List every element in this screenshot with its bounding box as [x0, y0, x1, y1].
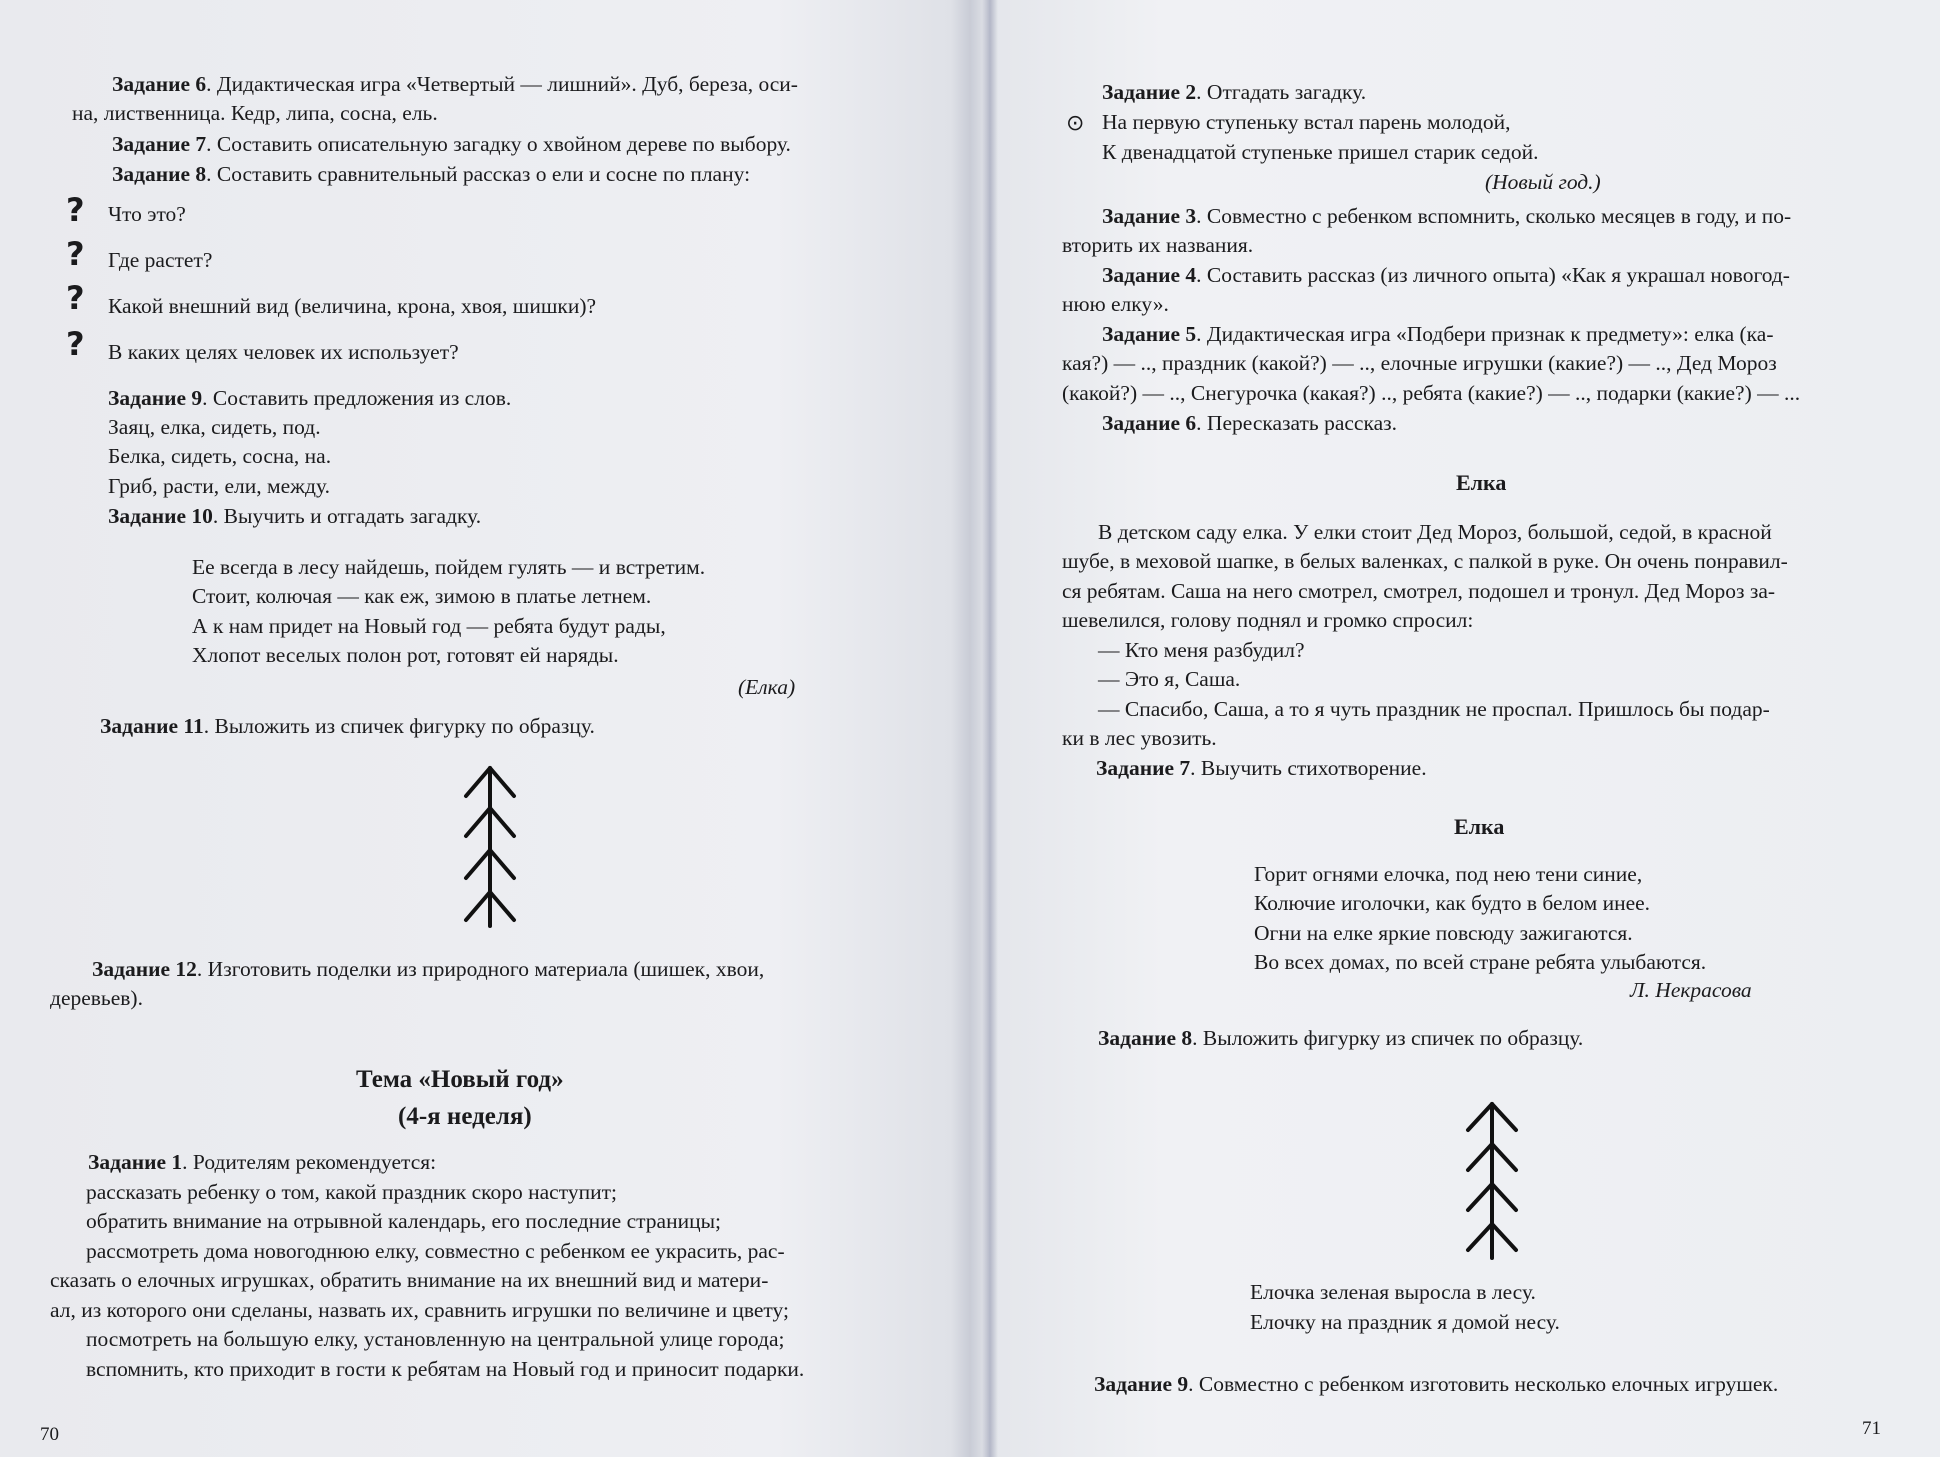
matchstick-figure	[460, 760, 520, 932]
task-12-line-2: деревьев).	[50, 986, 143, 1010]
page-number: 71	[1862, 1418, 1881, 1439]
task-label: Задание 4	[1102, 263, 1197, 287]
story-line: шевелился, голову поднял и громко спросил:	[1062, 608, 1474, 632]
story-title: Елка	[1456, 470, 1507, 495]
plan-item: В каких целях человек их использует?	[108, 340, 459, 364]
word-set: Гриб, расти, ели, между.	[108, 474, 330, 498]
story-line: — Кто меня разбудил?	[1098, 638, 1305, 662]
recommendation-line: рассказать ребенку о том, какой праздник скоро наступит;	[86, 1180, 617, 1204]
recommendation-line: сказать о елочных игрушках, обратить внимание на их внешний вид и матери-	[50, 1268, 769, 1292]
poem-line: Горит огнями елочка, под нею тени синие,	[1254, 862, 1643, 886]
task-label: Задание 12	[92, 957, 197, 981]
task-6: Задание 6. Пересказать рассказ.	[1102, 411, 1397, 435]
task-8: Задание 8. Выложить фигурку из спичек по образцу.	[1098, 1026, 1584, 1050]
task-label: Задание 6	[1102, 411, 1197, 435]
riddle-line: Ее всегда в лесу найдешь, пойдем гулять — и встретим.	[192, 555, 706, 579]
task-6-line-2: на, лиственница. Кедр, липа, сосна, ель.	[72, 101, 438, 125]
riddle-line: А к нам придет на Новый год — ребята будут рады,	[192, 614, 666, 638]
task-label: Задание 7	[112, 132, 207, 156]
question-icon: ?	[66, 235, 85, 273]
task-label: Задание 1	[88, 1150, 183, 1174]
right-page	[1000, 0, 1940, 1457]
task-6-line-1: Задание 6. Дидактическая игра «Четвертый — лишний». Дуб, береза, оси-	[112, 72, 798, 96]
task-9: Задание 9. Составить предложения из слов.	[108, 386, 512, 410]
riddle-line: Хлопот веселых полон рот, готовят ей наряды.	[192, 643, 619, 667]
task-label: Задание 9	[1094, 1372, 1189, 1396]
story-line: ки в лес увозить.	[1062, 726, 1217, 750]
task-8: Задание 8. Составить сравнительный рассказ о ели и сосне по плану:	[112, 162, 751, 186]
question-icon: ?	[66, 191, 85, 229]
plan-item: Что это?	[108, 202, 186, 226]
task-label: Задание 3	[1102, 204, 1197, 228]
plan-item: Где растет?	[108, 248, 213, 272]
task-label: Задание 7	[1096, 756, 1191, 780]
recommendation-line: рассмотреть дома новогоднюю елку, совместно с ребенком ее украсить, рас-	[86, 1239, 785, 1263]
riddle-answer: (Елка)	[738, 675, 796, 699]
word-set: Заяц, елка, сидеть, под.	[108, 415, 321, 439]
task-5-line-3: (какой?) — .., Снегурочка (какая?) .., ребята (какие?) — .., подарки (какие?) — ...	[1062, 381, 1801, 405]
recommendation-line: ал, из которого они сделаны, назвать их, сравнить игрушки по величине и цвету;	[50, 1298, 789, 1322]
task-3-line-1: Задание 3. Совместно с ребенком вспомнить, сколько месяцев в году, и по-	[1102, 204, 1792, 228]
recommendation-line: вспомнить, кто приходит в гости к ребятам на Новый год и приносит подарки.	[86, 1357, 805, 1381]
poem-author: Л. Некрасова	[1630, 978, 1752, 1002]
story-line: — Это я, Саша.	[1098, 667, 1241, 691]
riddle-line: Стоит, колючая — как еж, зимою в платье летнем.	[192, 584, 652, 608]
task-label: Задание 8	[1098, 1026, 1193, 1050]
poem-line: Во всех домах, по всей стране ребята улыбаются.	[1254, 950, 1707, 974]
target-icon: ⊙	[1066, 111, 1085, 136]
theme-title: Тема «Новый год»	[356, 1066, 564, 1093]
story-line: В детском саду елка. У елки стоит Дед Мороз, большой, седой, в красной	[1098, 520, 1772, 544]
recommendation-line: обратить внимание на отрывной календарь, его последние страницы;	[86, 1209, 722, 1233]
riddle-answer: (Новый год.)	[1485, 170, 1601, 194]
task-7: Задание 7. Составить описательную загадку о хвойном дереве по выбору.	[112, 132, 791, 156]
question-icon: ?	[66, 325, 85, 363]
question-icon: ?	[66, 279, 85, 317]
plan-item: Какой внешний вид (величина, крона, хвоя, шишки)?	[108, 294, 597, 318]
book-gutter	[982, 0, 998, 1457]
task-5-line-1: Задание 5. Дидактическая игра «Подбери признак к предмету»: елка (ка-	[1102, 322, 1774, 346]
caption-line: Елочка зеленая выросла в лесу.	[1250, 1280, 1536, 1304]
task-label: Задание 9	[108, 386, 203, 410]
task-label: Задание 11	[100, 714, 204, 738]
task-2: Задание 2. Отгадать загадку.	[1102, 80, 1367, 104]
recommendation-line: посмотреть на большую елку, установленную на центральной улице города;	[86, 1327, 785, 1351]
theme-week: (4-я неделя)	[398, 1103, 532, 1130]
task-7: Задание 7. Выучить стихотворение.	[1096, 756, 1427, 780]
task-1: Задание 1. Родителям рекомендуется:	[88, 1150, 437, 1174]
poem-title: Елка	[1454, 814, 1505, 839]
page-number: 70	[40, 1424, 59, 1445]
task-9: Задание 9. Совместно с ребенком изготовить несколько елочных игрушек.	[1094, 1372, 1779, 1396]
word-set: Белка, сидеть, сосна, на.	[108, 444, 332, 468]
riddle-line: К двенадцатой ступеньке пришел старик седой.	[1102, 140, 1539, 164]
story-line: — Спасибо, Саша, а то я чуть праздник не проспал. Пришлось бы подар-	[1098, 697, 1770, 721]
task-10: Задание 10. Выучить и отгадать загадку.	[108, 504, 482, 528]
task-label: Задание 6	[112, 72, 207, 96]
story-line: ся ребятам. Саша на него смотрел, смотрел, подошел и тронул. Дед Мороз за-	[1062, 579, 1776, 603]
task-label: Задание 5	[1102, 322, 1197, 346]
task-label: Задание 10	[108, 504, 213, 528]
task-label: Задание 2	[1102, 80, 1197, 104]
task-5-line-2: кая?) — .., праздник (какой?) — .., елочные игрушки (какие?) — .., Дед Мороз	[1062, 351, 1777, 375]
task-11: Задание 11. Выложить из спичек фигурку по образцу.	[100, 714, 595, 738]
story-line: шубе, в меховой шапке, в белых валенках, с палкой в руке. Он очень понравил-	[1062, 549, 1788, 573]
caption-line: Елочку на праздник я домой несу.	[1250, 1310, 1560, 1334]
riddle-line: На первую ступеньку встал парень молодой,	[1102, 110, 1511, 134]
matchstick-figure	[1462, 1096, 1522, 1264]
task-3-line-2: вторить их названия.	[1062, 233, 1254, 257]
poem-line: Огни на елке яркие повсюду зажигаются.	[1254, 921, 1633, 945]
poem-line: Колючие иголочки, как будто в белом инее.	[1254, 891, 1651, 915]
task-4-line-1: Задание 4. Составить рассказ (из личного опыта) «Как я украшал новогод-	[1102, 263, 1790, 287]
task-label: Задание 8	[112, 162, 207, 186]
task-12-line-1: Задание 12. Изготовить поделки из природного материала (шишек, хвои,	[92, 957, 765, 981]
task-4-line-2: нюю елку».	[1062, 292, 1169, 316]
